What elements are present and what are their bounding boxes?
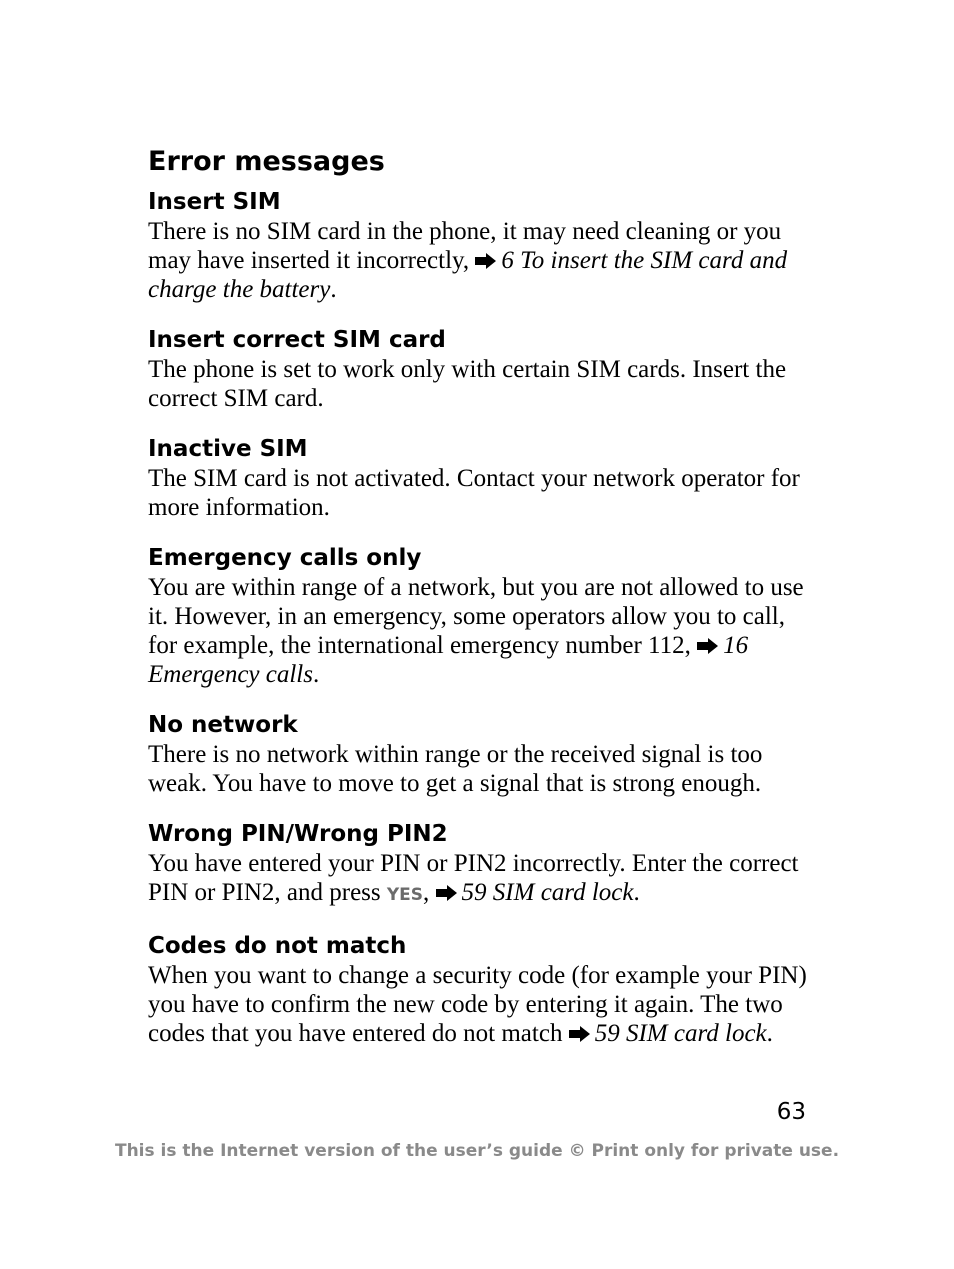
arrow-right-icon	[475, 253, 497, 269]
section-codes-do-not-match	[148, 932, 818, 1048]
body-text: You are within range of a network, but you are not allowed to use it. However, in an emergency, some operators allow you to call, for example, the international emergency number 112,	[148, 574, 804, 659]
arrow-right-icon	[697, 638, 719, 654]
section-heading: Wrong PIN/Wrong PIN2	[148, 821, 448, 847]
cross-reference-link[interactable]: 6 To insert the SIM card and charge the battery	[148, 247, 788, 303]
body-end: .	[312, 661, 320, 688]
section-body	[148, 217, 818, 304]
body-text: There is no SIM card in the phone, it may need cleaning or you may have inserted it incorrectly,	[148, 218, 782, 274]
section-inactive-sim	[148, 435, 818, 522]
body-text: When you want to change a security code (for example your PIN) you have to confirm the new code by entering it again. The two codes that you have entered do not match	[148, 962, 807, 1047]
yes-key-label: YES	[386, 885, 424, 905]
page-number: 63	[776, 1099, 806, 1125]
cross-reference-link[interactable]: 16 Emergency calls	[148, 632, 749, 688]
body-end: .	[766, 1020, 773, 1047]
section-body: The SIM card is not activated. Contact your network operator for more information.	[148, 465, 800, 521]
cross-reference-link[interactable]: 59 SIM card lock	[594, 1020, 767, 1047]
section-heading: Inactive SIM	[148, 436, 308, 462]
section-heading: Codes do not match	[148, 933, 407, 959]
section-emergency-calls-only	[148, 544, 818, 689]
section-insert-correct-sim-card	[148, 326, 818, 413]
arrow-right-icon	[436, 885, 458, 901]
section-heading: Insert correct SIM card	[148, 327, 446, 353]
arrow-right-icon	[569, 1026, 591, 1042]
section-insert-sim	[148, 188, 818, 304]
section-heading: Insert SIM	[148, 189, 281, 215]
section-body: The phone is set to work only with certain SIM cards. Insert the correct SIM card.	[148, 356, 787, 412]
body-end: .	[633, 879, 640, 906]
cross-reference-link[interactable]: 59 SIM card lock	[461, 879, 634, 906]
footer-notice: This is the Internet version of the user’s guide © Print only for private use.	[114, 1141, 840, 1161]
section-wrong-pin	[148, 820, 818, 910]
page-content	[148, 140, 818, 1070]
section-body	[148, 849, 818, 910]
section-body	[148, 961, 818, 1048]
body-text: You have entered your PIN or PIN2 incorrectly. Enter the correct PIN or PIN2, and press	[148, 850, 799, 906]
separator: ,	[423, 879, 436, 906]
section-body: There is no network within range or the received signal is too weak. You have to move to get a signal that is strong enough.	[148, 741, 763, 797]
body-end: .	[330, 276, 337, 303]
section-heading: Emergency calls only	[148, 545, 422, 571]
section-heading: No network	[148, 712, 298, 738]
section-body	[148, 573, 818, 689]
page-title: Error messages	[148, 146, 385, 177]
section-no-network	[148, 711, 818, 798]
